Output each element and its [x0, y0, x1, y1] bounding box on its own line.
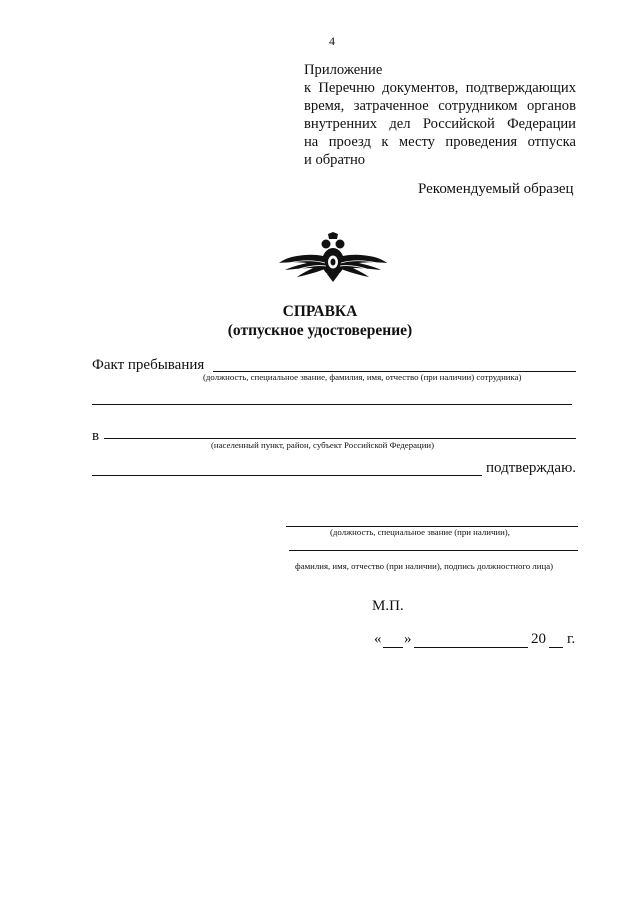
place-hint: (населенный пункт, район, субъект Российской Федерации) [211, 440, 435, 450]
appendix-line: на проезд к месту проведения отпуска [304, 134, 576, 150]
date-quote-open: « [374, 631, 382, 647]
appendix-line: Приложение [304, 62, 383, 78]
fact-line-continued[interactable] [92, 404, 572, 405]
date-year-suffix: г. [567, 631, 576, 647]
date-day-line[interactable] [383, 647, 403, 648]
eagle-emblem-icon [279, 232, 387, 282]
date-year-line[interactable] [549, 647, 563, 648]
confirm-label: подтверждаю. [486, 460, 577, 476]
recommended-sample-label: Рекомендуемый образец [418, 181, 574, 197]
place-line[interactable] [104, 438, 576, 439]
page-number: 4 [329, 34, 335, 48]
appendix-line: к Перечню документов, подтверждающих [304, 80, 576, 96]
place-line-continued[interactable] [92, 475, 482, 476]
appendix-line: внутренних дел Российской Федерации [304, 116, 576, 132]
document-title: СПРАВКА [282, 303, 358, 320]
appendix-header [304, 61, 576, 169]
date-month-line[interactable] [414, 647, 528, 648]
stamp-label: М.П. [372, 598, 404, 614]
official-signature-line[interactable] [289, 550, 578, 551]
appendix-line: время, затраченное сотрудником органов [304, 98, 576, 114]
appendix-line: и обратно [304, 152, 366, 168]
fact-label: Факт пребывания [92, 357, 205, 373]
document-subtitle: (отпускное удостоверение) [227, 322, 413, 339]
date-quote-close: » [404, 631, 412, 647]
in-label: в [92, 428, 100, 444]
date-year-prefix: 20 [531, 631, 546, 647]
official-hint-2: фамилия, имя, отчество (при наличии), подпись должностного лица) [295, 561, 554, 571]
fact-hint: (должность, специальное звание, фамилия, имя, отчество (при наличии) сотрудника) [203, 372, 522, 382]
official-hint-1: (должность, специальное звание (при наличии), [330, 527, 510, 537]
